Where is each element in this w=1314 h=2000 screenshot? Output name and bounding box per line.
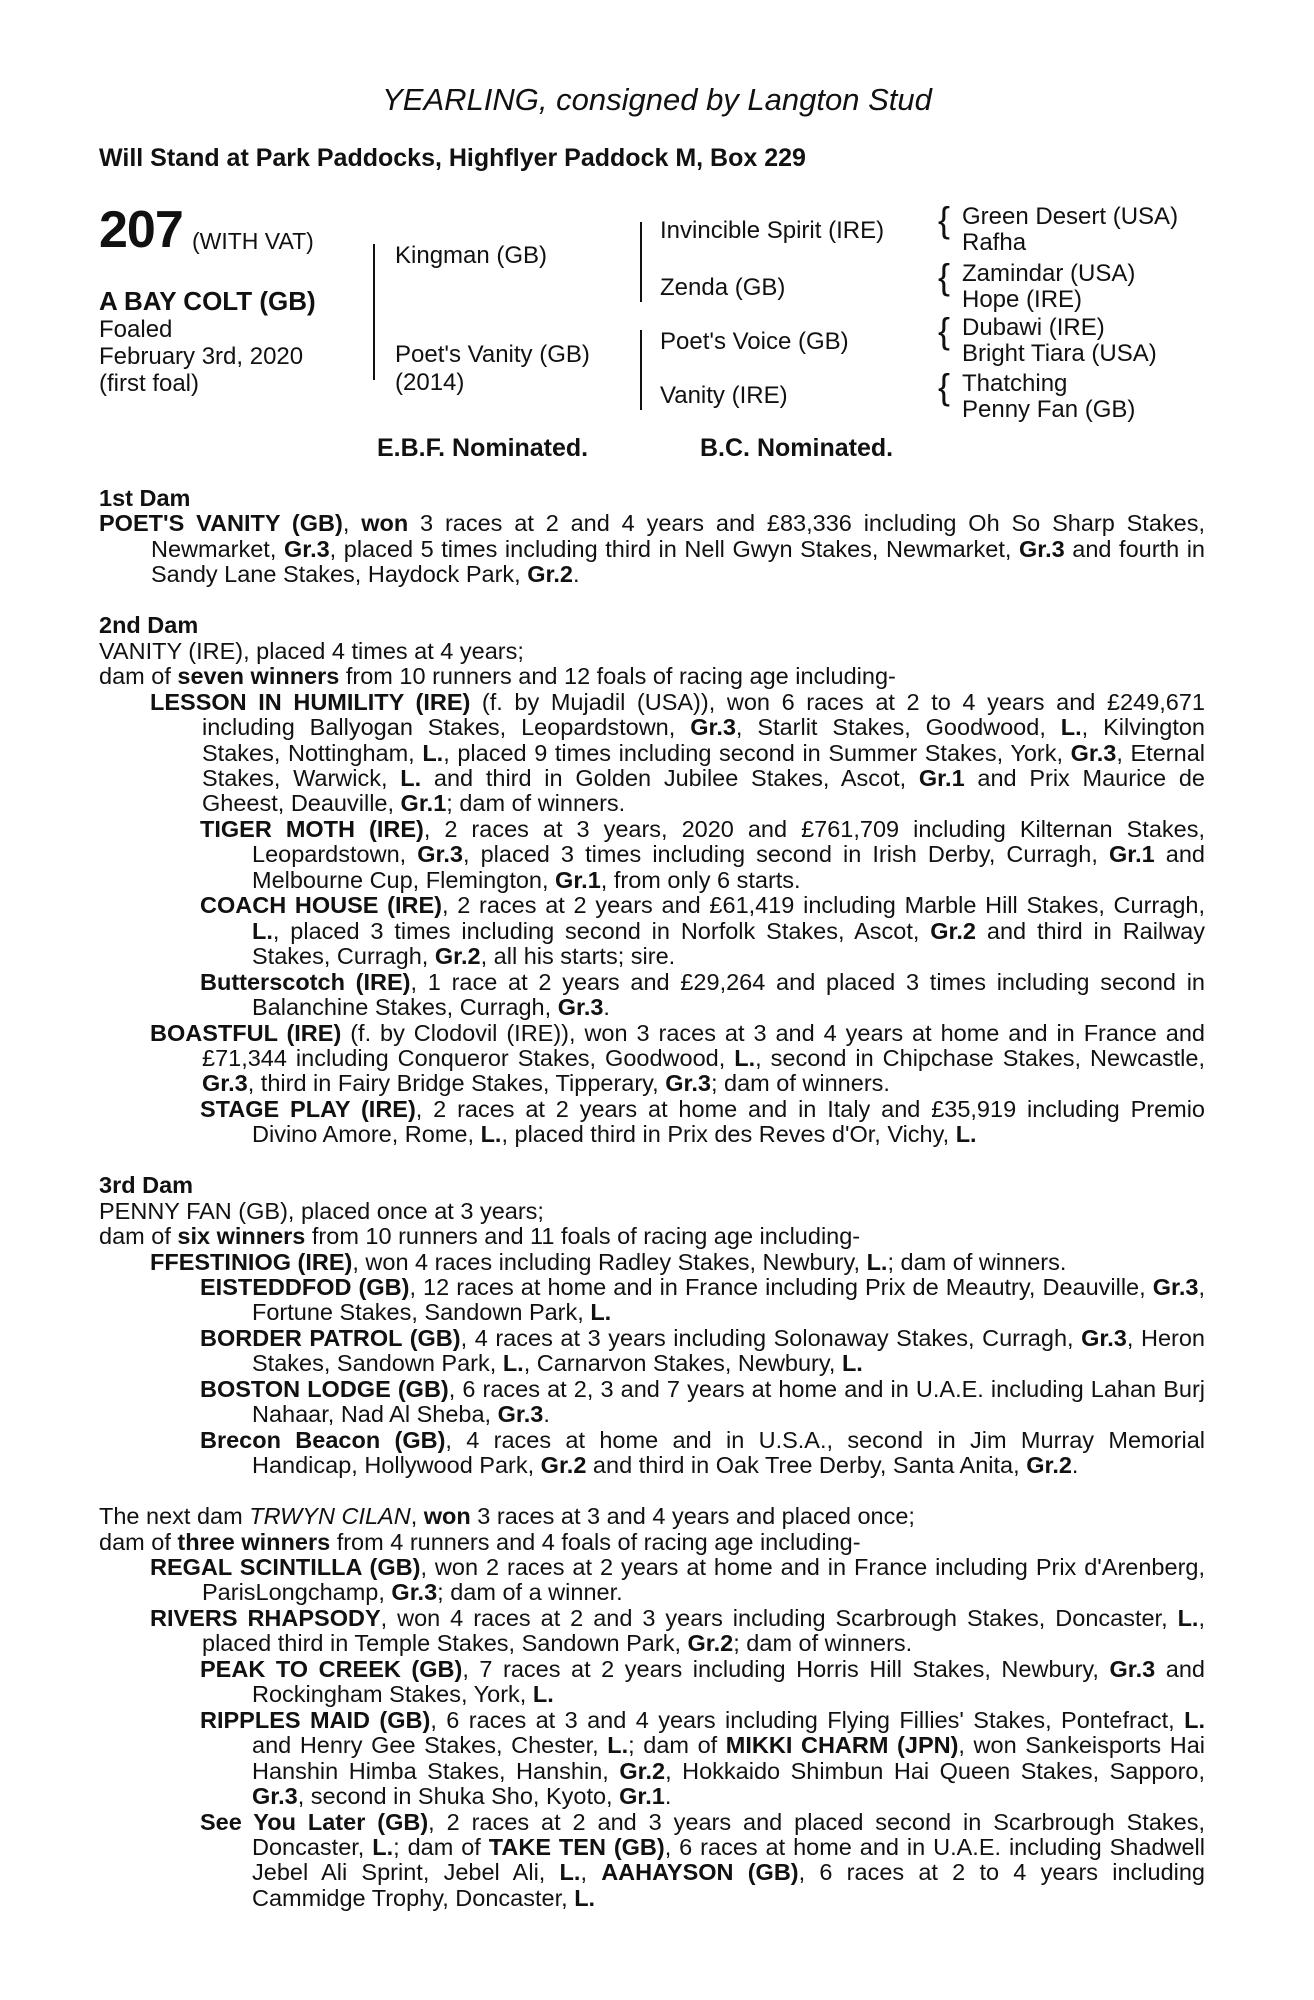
foaled-date: February 3rd, 2020 (99, 343, 304, 370)
horse-name: Butterscotch (IRE) (200, 968, 411, 995)
produce-entry: Brecon Beacon (GB), 4 races at home and in U.S.A., second in Jim Murray Memorial Handicap, Hollywood Park, Gr.2 and third in Oak Tree Derby, Santa Anita, Gr.2. (200, 1426, 1205, 1479)
g3-3: Zamindar (USA) (962, 260, 1136, 287)
g3-4: Hope (IRE) (962, 286, 1083, 313)
pedigree-bracket (640, 330, 642, 410)
ebf-nominated: E.B.F. Nominated. (377, 434, 589, 462)
consignment-title: YEARLING, consigned by Langton Stud (382, 82, 932, 117)
g3-1: Green Desert (USA) (962, 203, 1179, 230)
horse-name: REGAL SCINTILLA (GB) (150, 1553, 421, 1580)
g3-2: Rafha (962, 229, 1027, 256)
horse-name: COACH HOUSE (IRE) (200, 892, 442, 919)
horse-name: POET'S VANITY (GB) (99, 510, 343, 537)
horse-description: A BAY COLT (GB) (99, 286, 316, 316)
foaled-label: Foaled (99, 316, 173, 343)
horse-name: See You Later (GB) (200, 1808, 429, 1835)
pedigree-bracket (640, 222, 642, 302)
produce-entry: STAGE PLAY (IRE), 2 races at 2 years at home and in Italy and £35,919 including Premio Divino Amore, Rome, L., placed third in Prix des Reves d'Or, Vichy, L. (200, 1095, 1205, 1148)
g3-5: Dubawi (IRE) (962, 314, 1105, 341)
second-dam-produce: dam of seven winners from 10 runners and 12 foals of racing age including- (99, 663, 896, 690)
sire-sire-name: Invincible Spirit (IRE) (660, 217, 885, 244)
produce-entry: FFESTINIOG (IRE), won 4 races including Radley Stakes, Newbury, L.; dam of winners. (150, 1248, 1067, 1275)
g3-8: Penny Fan (GB) (962, 396, 1136, 423)
lot-number: 207 (99, 201, 183, 259)
pedigree-brace: { (938, 256, 951, 297)
stand-location: Will Stand at Park Paddocks, Highflyer Paddock M, Box 229 (99, 144, 806, 172)
third-dam-produce: dam of six winners from 10 runners and 11 foals of racing age including- (99, 1223, 861, 1250)
catalogue-body (99, 486, 1205, 1911)
horse-name: STAGE PLAY (IRE) (200, 1095, 416, 1122)
produce-entry: LESSON IN HUMILITY (IRE) (f. by Mujadil (USA)), won 6 races at 2 to 4 years and £249,671 including Ballyogan Stakes, Leopardstown, Gr.3, Starlit Stakes, Goodwood, L., Kilvington Stakes, Nottingham, L., placed 9 times including second in Summer Stakes, York, Gr.3, Eternal Stakes, Warwick, L. and third in Golden Jubilee Stakes, Ascot, Gr.1 and Prix Maurice de Gheest, Deauville, Gr.1; dam of winners. (150, 688, 1206, 817)
produce-entry: COACH HOUSE (IRE), 2 races at 2 years and £61,419 including Marble Hill Stakes, Curragh, L., placed 3 times including second in Norfolk Stakes, Ascot, Gr.2 and third in Railway Stakes, Curragh, Gr.2, all his starts; sire. (200, 892, 1205, 970)
horse-name: TIGER MOTH (IRE) (200, 815, 424, 842)
third-dam-line: PENNY FAN (GB), placed once at 3 years; (99, 1197, 544, 1224)
pedigree-brace: { (938, 310, 951, 351)
horse-name: BORDER PATROL (GB) (200, 1324, 461, 1351)
produce-entry: See You Later (GB), 2 races at 2 and 3 years and placed second in Scarbrough Stakes, Doncaster, L.; dam of TAKE TEN (GB), 6 races at home and in U.A.E. including Shadwell Jebel Ali Sprint, Jebel Ali, L., AAHAYSON (GB), 6 races at 2 to 4 years including Cammidge Trophy, Doncaster, L. (200, 1808, 1206, 1911)
dam-year: (2014) (395, 369, 465, 396)
horse-name: BOASTFUL (IRE) (150, 1019, 342, 1046)
dam-dam-name: Vanity (IRE) (660, 382, 788, 409)
won-label: won (361, 510, 409, 537)
pedigree-brace: { (938, 199, 951, 240)
bc-nominated: B.C. Nominated. (700, 434, 894, 462)
produce-entry: EISTEDDFOD (GB), 12 races at home and in France including Prix de Meautry, Deauville, Gr.3, Fortune Stakes, Sandown Park, L. (200, 1274, 1205, 1326)
vat-note: (WITH VAT) (192, 228, 314, 254)
g3-6: Bright Tiara (USA) (962, 340, 1157, 367)
pedigree-bracket (373, 244, 375, 380)
horse-name: LESSON IN HUMILITY (IRE) (150, 688, 471, 715)
produce-entry: RIVERS RHAPSODY, won 4 races at 2 and 3 years including Scarbrough Stakes, Doncaster, L., placed third in Temple Stakes, Sandown Park, Gr.2; dam of winners. (150, 1604, 1205, 1657)
horse-name: RIVERS RHAPSODY (150, 1604, 381, 1631)
horse-name: FFESTINIOG (IRE) (150, 1248, 353, 1275)
first-foal-note: (first foal) (99, 370, 200, 397)
section-heading: 2nd Dam (99, 612, 199, 639)
section-heading: 1st Dam (99, 485, 191, 511)
dam-sire-name: Poet's Voice (GB) (660, 328, 849, 355)
horse-name: EISTEDDFOD (GB) (200, 1274, 410, 1301)
dam-name: Poet's Vanity (GB) (395, 341, 590, 368)
horse-name: Brecon Beacon (GB) (200, 1426, 446, 1453)
produce-entry: REGAL SCINTILLA (GB), won 2 races at 2 years at home and in France including Prix d'Arenberg, ParisLongchamp, Gr.3; dam of a winner. (150, 1553, 1205, 1606)
next-dam-produce: dam of three winners from 4 runners and 4 foals of racing age including- (99, 1528, 861, 1555)
produce-entry: Butterscotch (IRE), 1 race at 2 years and £29,264 and placed 3 times including second in Balanchine Stakes, Curragh, Gr.3. (200, 968, 1206, 1021)
produce-entry: BOSTON LODGE (GB), 6 races at 2, 3 and 7 years at home and in U.A.E. including Lahan Burj Nahaar, Nad Al Sheba, Gr.3. (200, 1375, 1205, 1428)
section-heading: 3rd Dam (99, 1172, 194, 1199)
sire-dam-name: Zenda (GB) (660, 274, 786, 301)
pedigree-brace: { (938, 366, 951, 407)
produce-entry: BORDER PATROL (GB), 4 races at 3 years including Solonaway Stakes, Curragh, Gr.3, Heron Stakes, Sandown Park, L., Carnarvon Stakes, Newbury, L. (200, 1324, 1205, 1377)
g3-7: Thatching (962, 370, 1068, 397)
next-dam-line: The next dam TRWYN CILAN, won 3 races at 3 and 4 years and placed once; (99, 1503, 915, 1530)
first-dam-entry: POET'S VANITY (GB), won 3 races at 2 and 4 years and £83,336 including Oh So Sharp Stakes, Newmarket, Gr.3, placed 5 times including third in Nell Gwyn Stakes, Newmarket, Gr.3 and fourth in Sandy Lane Stakes, Haydock Park, Gr.2. (99, 510, 1205, 588)
horse-name: BOSTON LODGE (GB) (200, 1375, 449, 1402)
produce-entry: PEAK TO CREEK (GB), 7 races at 2 years including Horris Hill Stakes, Newbury, Gr.3 and Rockingham Stakes, York, L. (200, 1655, 1205, 1708)
horse-name: RIPPLES MAID (GB) (200, 1706, 431, 1733)
produce-entry: RIPPLES MAID (GB), 6 races at 3 and 4 years including Flying Fillies' Stakes, Pontefract, L. and Henry Gee Stakes, Chester, L.; dam of MIKKI CHARM (JPN), won Sankeisports Hai Hanshin Himba Stakes, Hanshin, Gr.2, Hokkaido Shimbun Hai Queen Stakes, Sapporo, Gr.3, second in Shuka Sho, Kyoto, Gr.1. (200, 1706, 1205, 1810)
sire-name: Kingman (GB) (395, 242, 548, 269)
horse-name: PEAK TO CREEK (GB) (200, 1655, 463, 1682)
second-dam-line: VANITY (IRE), placed 4 times at 4 years; (99, 637, 524, 664)
produce-entry: BOASTFUL (IRE) (f. by Clodovil (IRE)), won 3 races at 3 and 4 years at home and in France and £71,344 including Conqueror Stakes, Goodwood, L., second in Chipchase Stakes, Newcastle, Gr.3, third in Fairy Bridge Stakes, Tipperary, Gr.3; dam of winners. (150, 1019, 1205, 1097)
produce-entry: TIGER MOTH (IRE), 2 races at 3 years, 2020 and £761,709 including Kilternan Stakes, Leopardstown, Gr.3, placed 3 times including second in Irish Derby, Curragh, Gr.1 and Melbourne Cup, Flemington, Gr.1, from only 6 starts. (200, 815, 1205, 893)
